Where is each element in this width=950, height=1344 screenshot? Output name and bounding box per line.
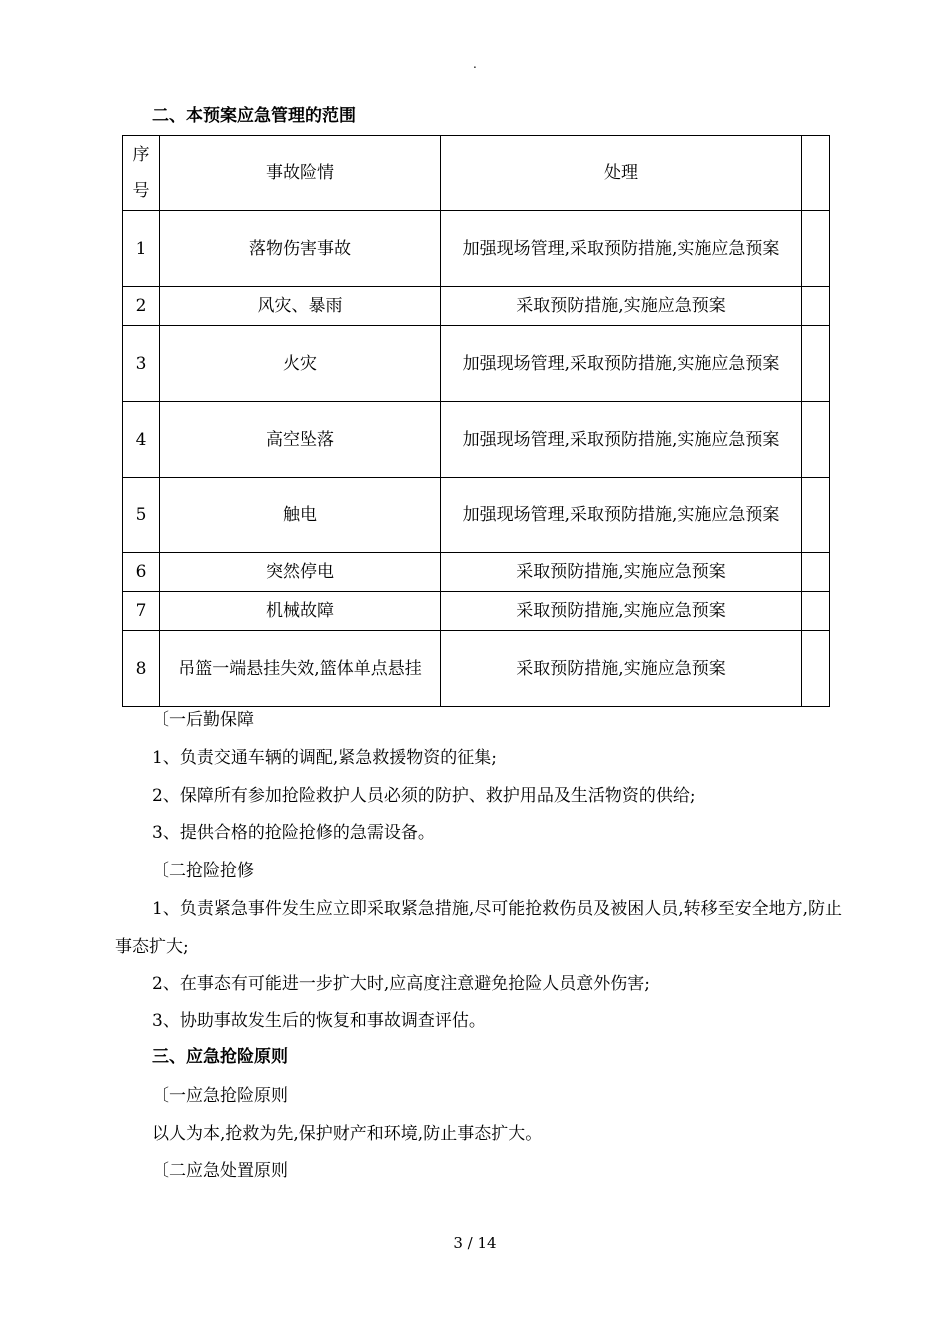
row-risk: 突然停电 (160, 553, 441, 592)
row-blank (802, 592, 830, 631)
header-mark: . (473, 57, 477, 71)
logistics-heading: 〔一后勤保障 (152, 710, 254, 730)
row-handling: 加强现场管理,采取预防措施,实施应急预案 (441, 478, 802, 553)
row-handling: 采取预防措施,实施应急预案 (441, 631, 802, 707)
row-num: 7 (123, 592, 160, 631)
row-num: 4 (123, 402, 160, 478)
row-blank (802, 553, 830, 592)
row-handling: 加强现场管理,采取预防措施,实施应急预案 (441, 326, 802, 402)
row-handling: 加强现场管理,采取预防措施,实施应急预案 (441, 211, 802, 287)
principle-2-heading: 〔二应急处置原则 (152, 1161, 288, 1181)
table-row (123, 553, 830, 592)
row-risk: 吊篮一端悬挂失效,篮体单点悬挂 (160, 631, 441, 707)
row-handling: 采取预防措施,实施应急预案 (441, 592, 802, 631)
repair-item-2: 2、在事态有可能进一步扩大时,应高度注意避免抢险人员意外伤害; (152, 974, 650, 994)
logistics-item-2: 2、保障所有参加抢险救护人员必须的防护、救护用品及生活物资的供给; (152, 786, 696, 806)
row-risk: 落物伤害事故 (160, 211, 441, 287)
row-num: 5 (123, 478, 160, 553)
row-num: 2 (123, 287, 160, 326)
row-risk: 风灾、暴雨 (160, 287, 441, 326)
row-risk: 触电 (160, 478, 441, 553)
row-handling: 加强现场管理,采取预防措施,实施应急预案 (441, 402, 802, 478)
row-blank (802, 478, 830, 553)
row-num: 1 (123, 211, 160, 287)
row-blank (802, 211, 830, 287)
header-num-label: 序号 (132, 144, 150, 201)
logistics-item-1: 1、负责交通车辆的调配,紧急救援物资的征集; (152, 748, 497, 768)
row-risk: 火灾 (160, 326, 441, 402)
table-row (123, 631, 830, 707)
header-handling: 处理 (441, 136, 802, 211)
table-row (123, 592, 830, 631)
header-blank (802, 136, 830, 211)
table-row (123, 326, 830, 402)
principle-1-text: 以人为本,抢救为先,保护财产和环境,防止事态扩大。 (152, 1124, 543, 1144)
row-handling: 采取预防措施,实施应急预案 (441, 553, 802, 592)
repair-heading: 〔二抢险抢修 (152, 861, 254, 881)
row-blank (802, 402, 830, 478)
row-num: 6 (123, 553, 160, 592)
risk-table (122, 135, 830, 707)
header-risk: 事故险情 (160, 136, 441, 211)
page-number: 3 / 14 (453, 1234, 497, 1252)
table-header-row (123, 136, 830, 211)
row-handling: 采取预防措施,实施应急预案 (441, 287, 802, 326)
logistics-item-3: 3、提供合格的抢险抢修的急需设备。 (152, 823, 435, 843)
row-blank (802, 326, 830, 402)
row-num: 8 (123, 631, 160, 707)
header-num (123, 136, 160, 211)
repair-item-1: 1、负责紧急事件发生应立即采取紧急措施,尽可能抢救伤员及被困人员,转移至安全地方,防止事态扩大; (115, 899, 843, 957)
table-row (123, 287, 830, 326)
row-blank (802, 631, 830, 707)
table-row (123, 402, 830, 478)
row-risk: 机械故障 (160, 592, 441, 631)
table-row (123, 478, 830, 553)
row-risk: 高空坠落 (160, 402, 441, 478)
repair-item-3: 3、协助事故发生后的恢复和事故调查评估。 (152, 1011, 486, 1031)
section-title-scope: 二、本预案应急管理的范围 (152, 106, 356, 126)
table-row (123, 211, 830, 287)
row-num: 3 (123, 326, 160, 402)
principle-1-heading: 〔一应急抢险原则 (152, 1086, 288, 1106)
section-title-principles: 三、应急抢险原则 (152, 1047, 288, 1067)
row-blank (802, 287, 830, 326)
